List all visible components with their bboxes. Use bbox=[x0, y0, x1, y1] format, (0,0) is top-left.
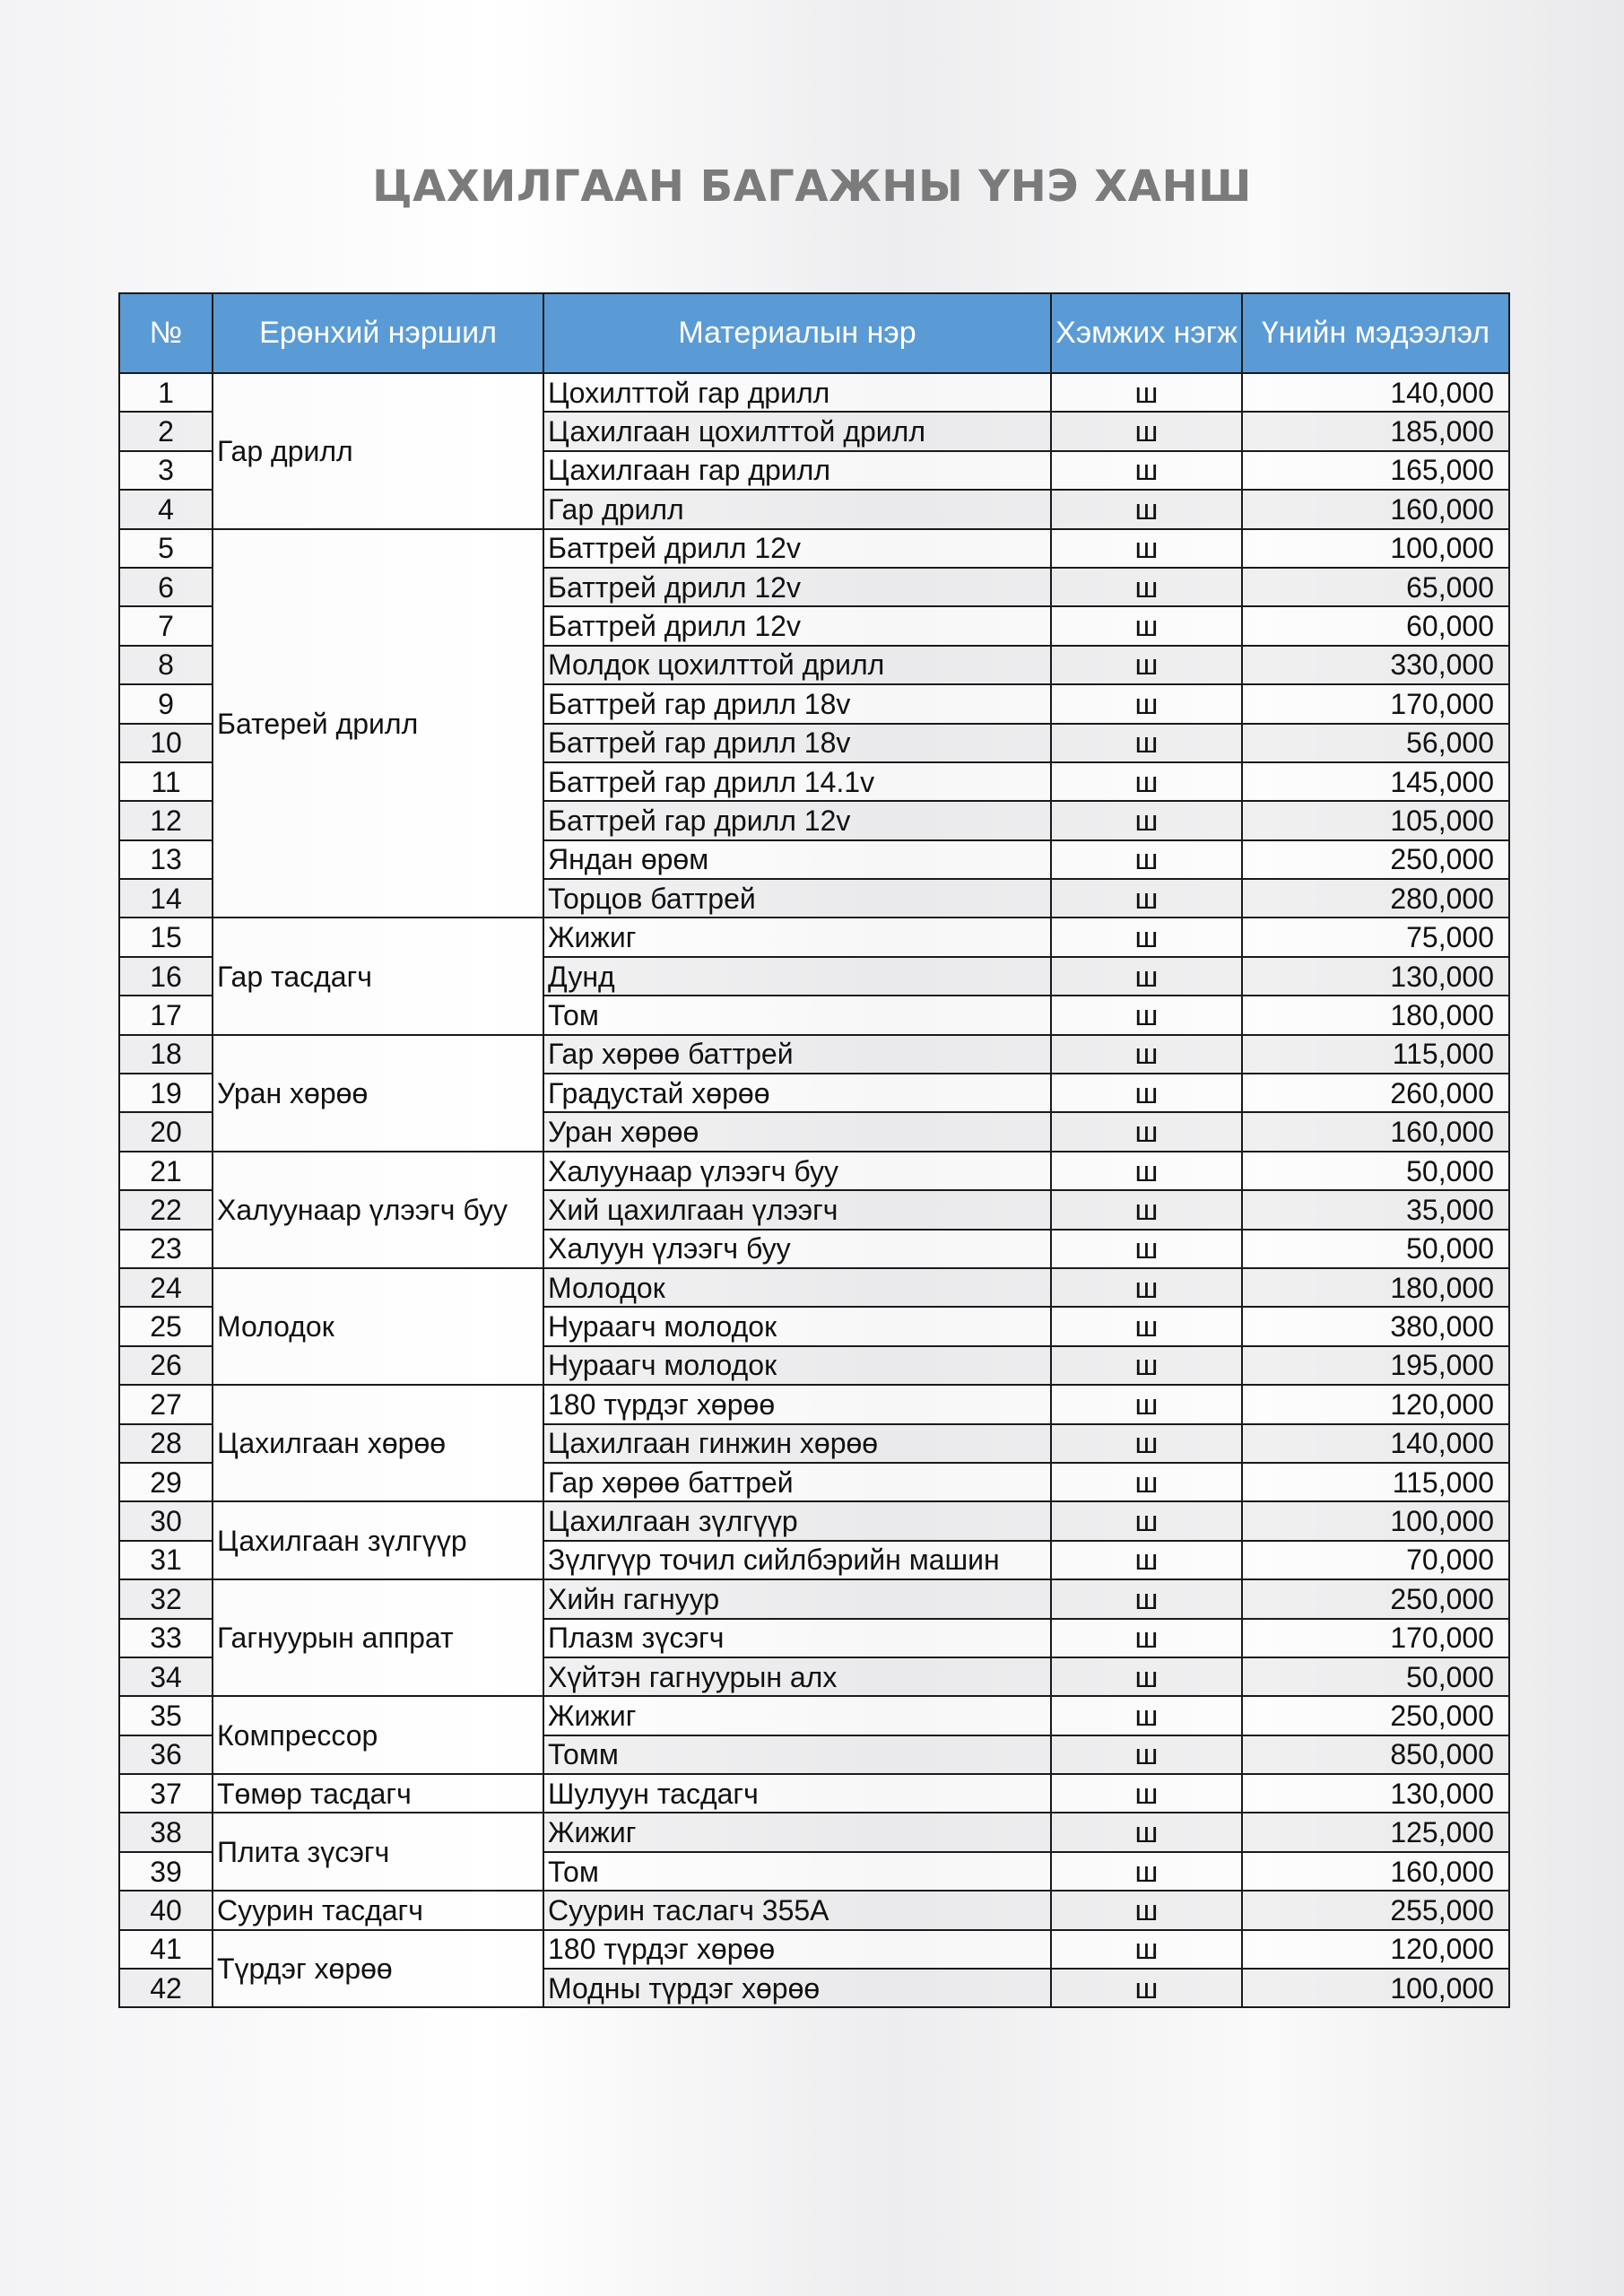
price-cell: 65,000 bbox=[1242, 568, 1509, 606]
unit-cell: ш bbox=[1051, 1035, 1242, 1074]
material-name-cell: Баттрей дрилл 12v bbox=[543, 529, 1051, 568]
material-name-cell: 180 түрдэг хөрөө bbox=[543, 1930, 1051, 1969]
table-body bbox=[119, 373, 1509, 2007]
row-number: 28 bbox=[119, 1424, 213, 1463]
material-name-cell: Баттрей гар дрилл 12v bbox=[543, 801, 1051, 839]
price-cell: 115,000 bbox=[1242, 1035, 1509, 1074]
unit-cell: ш bbox=[1051, 840, 1242, 879]
table-row bbox=[119, 1035, 1509, 1074]
row-number: 4 bbox=[119, 490, 213, 528]
material-name-cell: Баттрей гар дрилл 18v bbox=[543, 684, 1051, 723]
material-name-cell: Баттрей дрилл 12v bbox=[543, 606, 1051, 645]
material-name-cell: Хийн гагнуур bbox=[543, 1579, 1051, 1618]
row-number: 31 bbox=[119, 1541, 213, 1579]
price-cell: 170,000 bbox=[1242, 1619, 1509, 1657]
price-cell: 35,000 bbox=[1242, 1190, 1509, 1229]
row-number: 22 bbox=[119, 1190, 213, 1229]
row-number: 12 bbox=[119, 801, 213, 839]
row-number: 13 bbox=[119, 840, 213, 879]
price-cell: 125,000 bbox=[1242, 1813, 1509, 1851]
material-name-cell: Гар хөрөө баттрей bbox=[543, 1035, 1051, 1074]
material-name-cell: Уран хөрөө bbox=[543, 1112, 1051, 1151]
price-cell: 180,000 bbox=[1242, 1268, 1509, 1307]
price-cell: 255,000 bbox=[1242, 1891, 1509, 1929]
price-cell: 100,000 bbox=[1242, 1969, 1509, 2007]
price-cell: 160,000 bbox=[1242, 490, 1509, 528]
price-cell: 260,000 bbox=[1242, 1074, 1509, 1112]
row-number: 7 bbox=[119, 606, 213, 645]
material-name-cell: Гар дрилл bbox=[543, 490, 1051, 528]
table-row bbox=[119, 1501, 1509, 1540]
material-name-cell: Цахилгаан цохилттой дрилл bbox=[543, 412, 1051, 450]
material-name-cell: Цохилттой гар дрилл bbox=[543, 373, 1051, 412]
price-cell: 50,000 bbox=[1242, 1230, 1509, 1268]
material-name-cell: Цахилгаан гинжин хөрөө bbox=[543, 1424, 1051, 1463]
unit-cell: ш bbox=[1051, 1230, 1242, 1268]
page-title: ЦАХИЛГААН БАГАЖНЫ ҮНЭ ХАНШ bbox=[372, 161, 1252, 213]
table-row bbox=[119, 1385, 1509, 1423]
row-number: 17 bbox=[119, 996, 213, 1034]
table-row bbox=[119, 1579, 1509, 1618]
material-name-cell: Молдок цохилттой дрилл bbox=[543, 646, 1051, 684]
material-name-cell: Хүйтэн гагнуурын алх bbox=[543, 1657, 1051, 1696]
material-name-cell: Яндан өрөм bbox=[543, 840, 1051, 879]
row-number: 9 bbox=[119, 684, 213, 723]
header-unit: Хэмжих нэгж bbox=[1051, 293, 1242, 373]
general-name-cell: Гагнуурын аппрат bbox=[213, 1579, 543, 1696]
row-number: 23 bbox=[119, 1230, 213, 1268]
unit-cell: ш bbox=[1051, 1579, 1242, 1618]
price-cell: 50,000 bbox=[1242, 1152, 1509, 1190]
unit-cell: ш bbox=[1051, 1696, 1242, 1735]
unit-cell: ш bbox=[1051, 412, 1242, 450]
price-cell: 185,000 bbox=[1242, 412, 1509, 450]
unit-cell: ш bbox=[1051, 1852, 1242, 1891]
price-cell: 330,000 bbox=[1242, 646, 1509, 684]
row-number: 40 bbox=[119, 1891, 213, 1929]
price-cell: 70,000 bbox=[1242, 1541, 1509, 1579]
table-row bbox=[119, 1891, 1509, 1929]
row-number: 34 bbox=[119, 1657, 213, 1696]
general-name-cell: Компрессор bbox=[213, 1696, 543, 1774]
price-cell: 100,000 bbox=[1242, 1501, 1509, 1540]
material-name-cell: Жижиг bbox=[543, 918, 1051, 956]
material-name-cell: Томм bbox=[543, 1735, 1051, 1774]
unit-cell: ш bbox=[1051, 1152, 1242, 1190]
material-name-cell: Жижиг bbox=[543, 1813, 1051, 1851]
header-general-name: Ерөнхий нэршил bbox=[213, 293, 543, 373]
material-name-cell: Модны түрдэг хөрөө bbox=[543, 1969, 1051, 2007]
table-row bbox=[119, 1930, 1509, 1969]
material-name-cell: Цахилгаан зүлгүүр bbox=[543, 1501, 1051, 1540]
price-cell: 60,000 bbox=[1242, 606, 1509, 645]
unit-cell: ш bbox=[1051, 529, 1242, 568]
price-cell: 130,000 bbox=[1242, 957, 1509, 996]
unit-cell: ш bbox=[1051, 724, 1242, 762]
unit-cell: ш bbox=[1051, 1424, 1242, 1463]
header-price: Үнийн мэдээлэл bbox=[1242, 293, 1509, 373]
general-name-cell: Цахилгаан хөрөө bbox=[213, 1385, 543, 1501]
row-number: 2 bbox=[119, 412, 213, 450]
header-material-name: Материалын нэр bbox=[543, 293, 1051, 373]
table-row bbox=[119, 1813, 1509, 1851]
price-cell: 165,000 bbox=[1242, 451, 1509, 490]
row-number: 11 bbox=[119, 762, 213, 801]
table-row bbox=[119, 1774, 1509, 1813]
unit-cell: ш bbox=[1051, 451, 1242, 490]
price-cell: 100,000 bbox=[1242, 529, 1509, 568]
row-number: 19 bbox=[119, 1074, 213, 1112]
price-cell: 280,000 bbox=[1242, 879, 1509, 918]
unit-cell: ш bbox=[1051, 1268, 1242, 1307]
unit-cell: ш bbox=[1051, 1891, 1242, 1929]
row-number: 24 bbox=[119, 1268, 213, 1307]
unit-cell: ш bbox=[1051, 1619, 1242, 1657]
row-number: 38 bbox=[119, 1813, 213, 1851]
material-name-cell: Зүлгүүр точил сийлбэрийн машин bbox=[543, 1541, 1051, 1579]
row-number: 5 bbox=[119, 529, 213, 568]
price-cell: 380,000 bbox=[1242, 1307, 1509, 1345]
general-name-cell: Гар тасдагч bbox=[213, 918, 543, 1034]
table-row bbox=[119, 1268, 1509, 1307]
unit-cell: ш bbox=[1051, 606, 1242, 645]
unit-cell: ш bbox=[1051, 801, 1242, 839]
row-number: 8 bbox=[119, 646, 213, 684]
price-table bbox=[118, 292, 1510, 2008]
material-name-cell: Том bbox=[543, 1852, 1051, 1891]
material-name-cell: Хий цахилгаан үлээгч bbox=[543, 1190, 1051, 1229]
unit-cell: ш bbox=[1051, 1190, 1242, 1229]
price-cell: 145,000 bbox=[1242, 762, 1509, 801]
price-cell: 120,000 bbox=[1242, 1385, 1509, 1423]
unit-cell: ш bbox=[1051, 1346, 1242, 1385]
material-name-cell: Баттрей гар дрилл 18v bbox=[543, 724, 1051, 762]
header-row bbox=[119, 293, 1509, 373]
row-number: 18 bbox=[119, 1035, 213, 1074]
unit-cell: ш bbox=[1051, 490, 1242, 528]
unit-cell: ш bbox=[1051, 646, 1242, 684]
general-name-cell: Плита зүсэгч bbox=[213, 1813, 543, 1891]
table-row bbox=[119, 373, 1509, 412]
price-cell: 56,000 bbox=[1242, 724, 1509, 762]
table-row bbox=[119, 529, 1509, 568]
general-name-cell: Суурин тасдагч bbox=[213, 1891, 543, 1929]
general-name-cell: Гар дрилл bbox=[213, 373, 543, 529]
unit-cell: ш bbox=[1051, 996, 1242, 1034]
unit-cell: ш bbox=[1051, 762, 1242, 801]
row-number: 36 bbox=[119, 1735, 213, 1774]
row-number: 16 bbox=[119, 957, 213, 996]
row-number: 30 bbox=[119, 1501, 213, 1540]
material-name-cell: Баттрей дрилл 12v bbox=[543, 568, 1051, 606]
price-cell: 50,000 bbox=[1242, 1657, 1509, 1696]
material-name-cell: Суурин таслагч 355А bbox=[543, 1891, 1051, 1929]
price-cell: 130,000 bbox=[1242, 1774, 1509, 1813]
price-cell: 850,000 bbox=[1242, 1735, 1509, 1774]
unit-cell: ш bbox=[1051, 1735, 1242, 1774]
row-number: 42 bbox=[119, 1969, 213, 2007]
row-number: 14 bbox=[119, 879, 213, 918]
price-cell: 115,000 bbox=[1242, 1463, 1509, 1501]
unit-cell: ш bbox=[1051, 1112, 1242, 1151]
header-number: № bbox=[119, 293, 213, 373]
price-cell: 195,000 bbox=[1242, 1346, 1509, 1385]
material-name-cell: Гар хөрөө баттрей bbox=[543, 1463, 1051, 1501]
unit-cell: ш bbox=[1051, 957, 1242, 996]
row-number: 37 bbox=[119, 1774, 213, 1813]
row-number: 20 bbox=[119, 1112, 213, 1151]
row-number: 3 bbox=[119, 451, 213, 490]
price-cell: 105,000 bbox=[1242, 801, 1509, 839]
material-name-cell: Дунд bbox=[543, 957, 1051, 996]
table-row bbox=[119, 1696, 1509, 1735]
row-number: 21 bbox=[119, 1152, 213, 1190]
table-row bbox=[119, 918, 1509, 956]
general-name-cell: Цахилгаан зүлгүүр bbox=[213, 1501, 543, 1579]
table-header bbox=[119, 293, 1509, 373]
unit-cell: ш bbox=[1051, 1969, 1242, 2007]
row-number: 25 bbox=[119, 1307, 213, 1345]
unit-cell: ш bbox=[1051, 1074, 1242, 1112]
general-name-cell: Батерей дрилл bbox=[213, 529, 543, 918]
row-number: 29 bbox=[119, 1463, 213, 1501]
material-name-cell: Нураагч молодок bbox=[543, 1346, 1051, 1385]
row-number: 35 bbox=[119, 1696, 213, 1735]
unit-cell: ш bbox=[1051, 373, 1242, 412]
general-name-cell: Төмөр тасдагч bbox=[213, 1774, 543, 1813]
row-number: 6 bbox=[119, 568, 213, 606]
material-name-cell: Цахилгаан гар дрилл bbox=[543, 451, 1051, 490]
row-number: 33 bbox=[119, 1619, 213, 1657]
price-cell: 160,000 bbox=[1242, 1852, 1509, 1891]
unit-cell: ш bbox=[1051, 1501, 1242, 1540]
row-number: 15 bbox=[119, 918, 213, 956]
row-number: 41 bbox=[119, 1930, 213, 1969]
price-cell: 120,000 bbox=[1242, 1930, 1509, 1969]
row-number: 27 bbox=[119, 1385, 213, 1423]
material-name-cell: 180 түрдэг хөрөө bbox=[543, 1385, 1051, 1423]
row-number: 26 bbox=[119, 1346, 213, 1385]
unit-cell: ш bbox=[1051, 1463, 1242, 1501]
material-name-cell: Плазм зүсэгч bbox=[543, 1619, 1051, 1657]
material-name-cell: Жижиг bbox=[543, 1696, 1051, 1735]
unit-cell: ш bbox=[1051, 918, 1242, 956]
row-number: 1 bbox=[119, 373, 213, 412]
material-name-cell: Торцов баттрей bbox=[543, 879, 1051, 918]
row-number: 39 bbox=[119, 1852, 213, 1891]
unit-cell: ш bbox=[1051, 568, 1242, 606]
unit-cell: ш bbox=[1051, 1385, 1242, 1423]
material-name-cell: Шулуун тасдагч bbox=[543, 1774, 1051, 1813]
table-row bbox=[119, 1152, 1509, 1190]
unit-cell: ш bbox=[1051, 1774, 1242, 1813]
row-number: 32 bbox=[119, 1579, 213, 1618]
material-name-cell: Халуун үлээгч буу bbox=[543, 1230, 1051, 1268]
unit-cell: ш bbox=[1051, 1307, 1242, 1345]
price-cell: 250,000 bbox=[1242, 840, 1509, 879]
material-name-cell: Нураагч молодок bbox=[543, 1307, 1051, 1345]
unit-cell: ш bbox=[1051, 879, 1242, 918]
price-cell: 75,000 bbox=[1242, 918, 1509, 956]
price-cell: 160,000 bbox=[1242, 1112, 1509, 1151]
price-cell: 140,000 bbox=[1242, 1424, 1509, 1463]
material-name-cell: Баттрей гар дрилл 14.1v bbox=[543, 762, 1051, 801]
material-name-cell: Градустай хөрөө bbox=[543, 1074, 1051, 1112]
price-cell: 140,000 bbox=[1242, 373, 1509, 412]
row-number: 10 bbox=[119, 724, 213, 762]
general-name-cell: Уран хөрөө bbox=[213, 1035, 543, 1152]
general-name-cell: Халуунаар үлээгч буу bbox=[213, 1152, 543, 1268]
general-name-cell: Молодок bbox=[213, 1268, 543, 1385]
unit-cell: ш bbox=[1051, 1813, 1242, 1851]
price-cell: 170,000 bbox=[1242, 684, 1509, 723]
unit-cell: ш bbox=[1051, 1541, 1242, 1579]
unit-cell: ш bbox=[1051, 1657, 1242, 1696]
general-name-cell: Түрдэг хөрөө bbox=[213, 1930, 543, 2008]
price-cell: 250,000 bbox=[1242, 1579, 1509, 1618]
material-name-cell: Халуунаар үлээгч буу bbox=[543, 1152, 1051, 1190]
unit-cell: ш bbox=[1051, 1930, 1242, 1969]
price-cell: 180,000 bbox=[1242, 996, 1509, 1034]
unit-cell: ш bbox=[1051, 684, 1242, 723]
material-name-cell: Том bbox=[543, 996, 1051, 1034]
price-cell: 250,000 bbox=[1242, 1696, 1509, 1735]
material-name-cell: Молодок bbox=[543, 1268, 1051, 1307]
